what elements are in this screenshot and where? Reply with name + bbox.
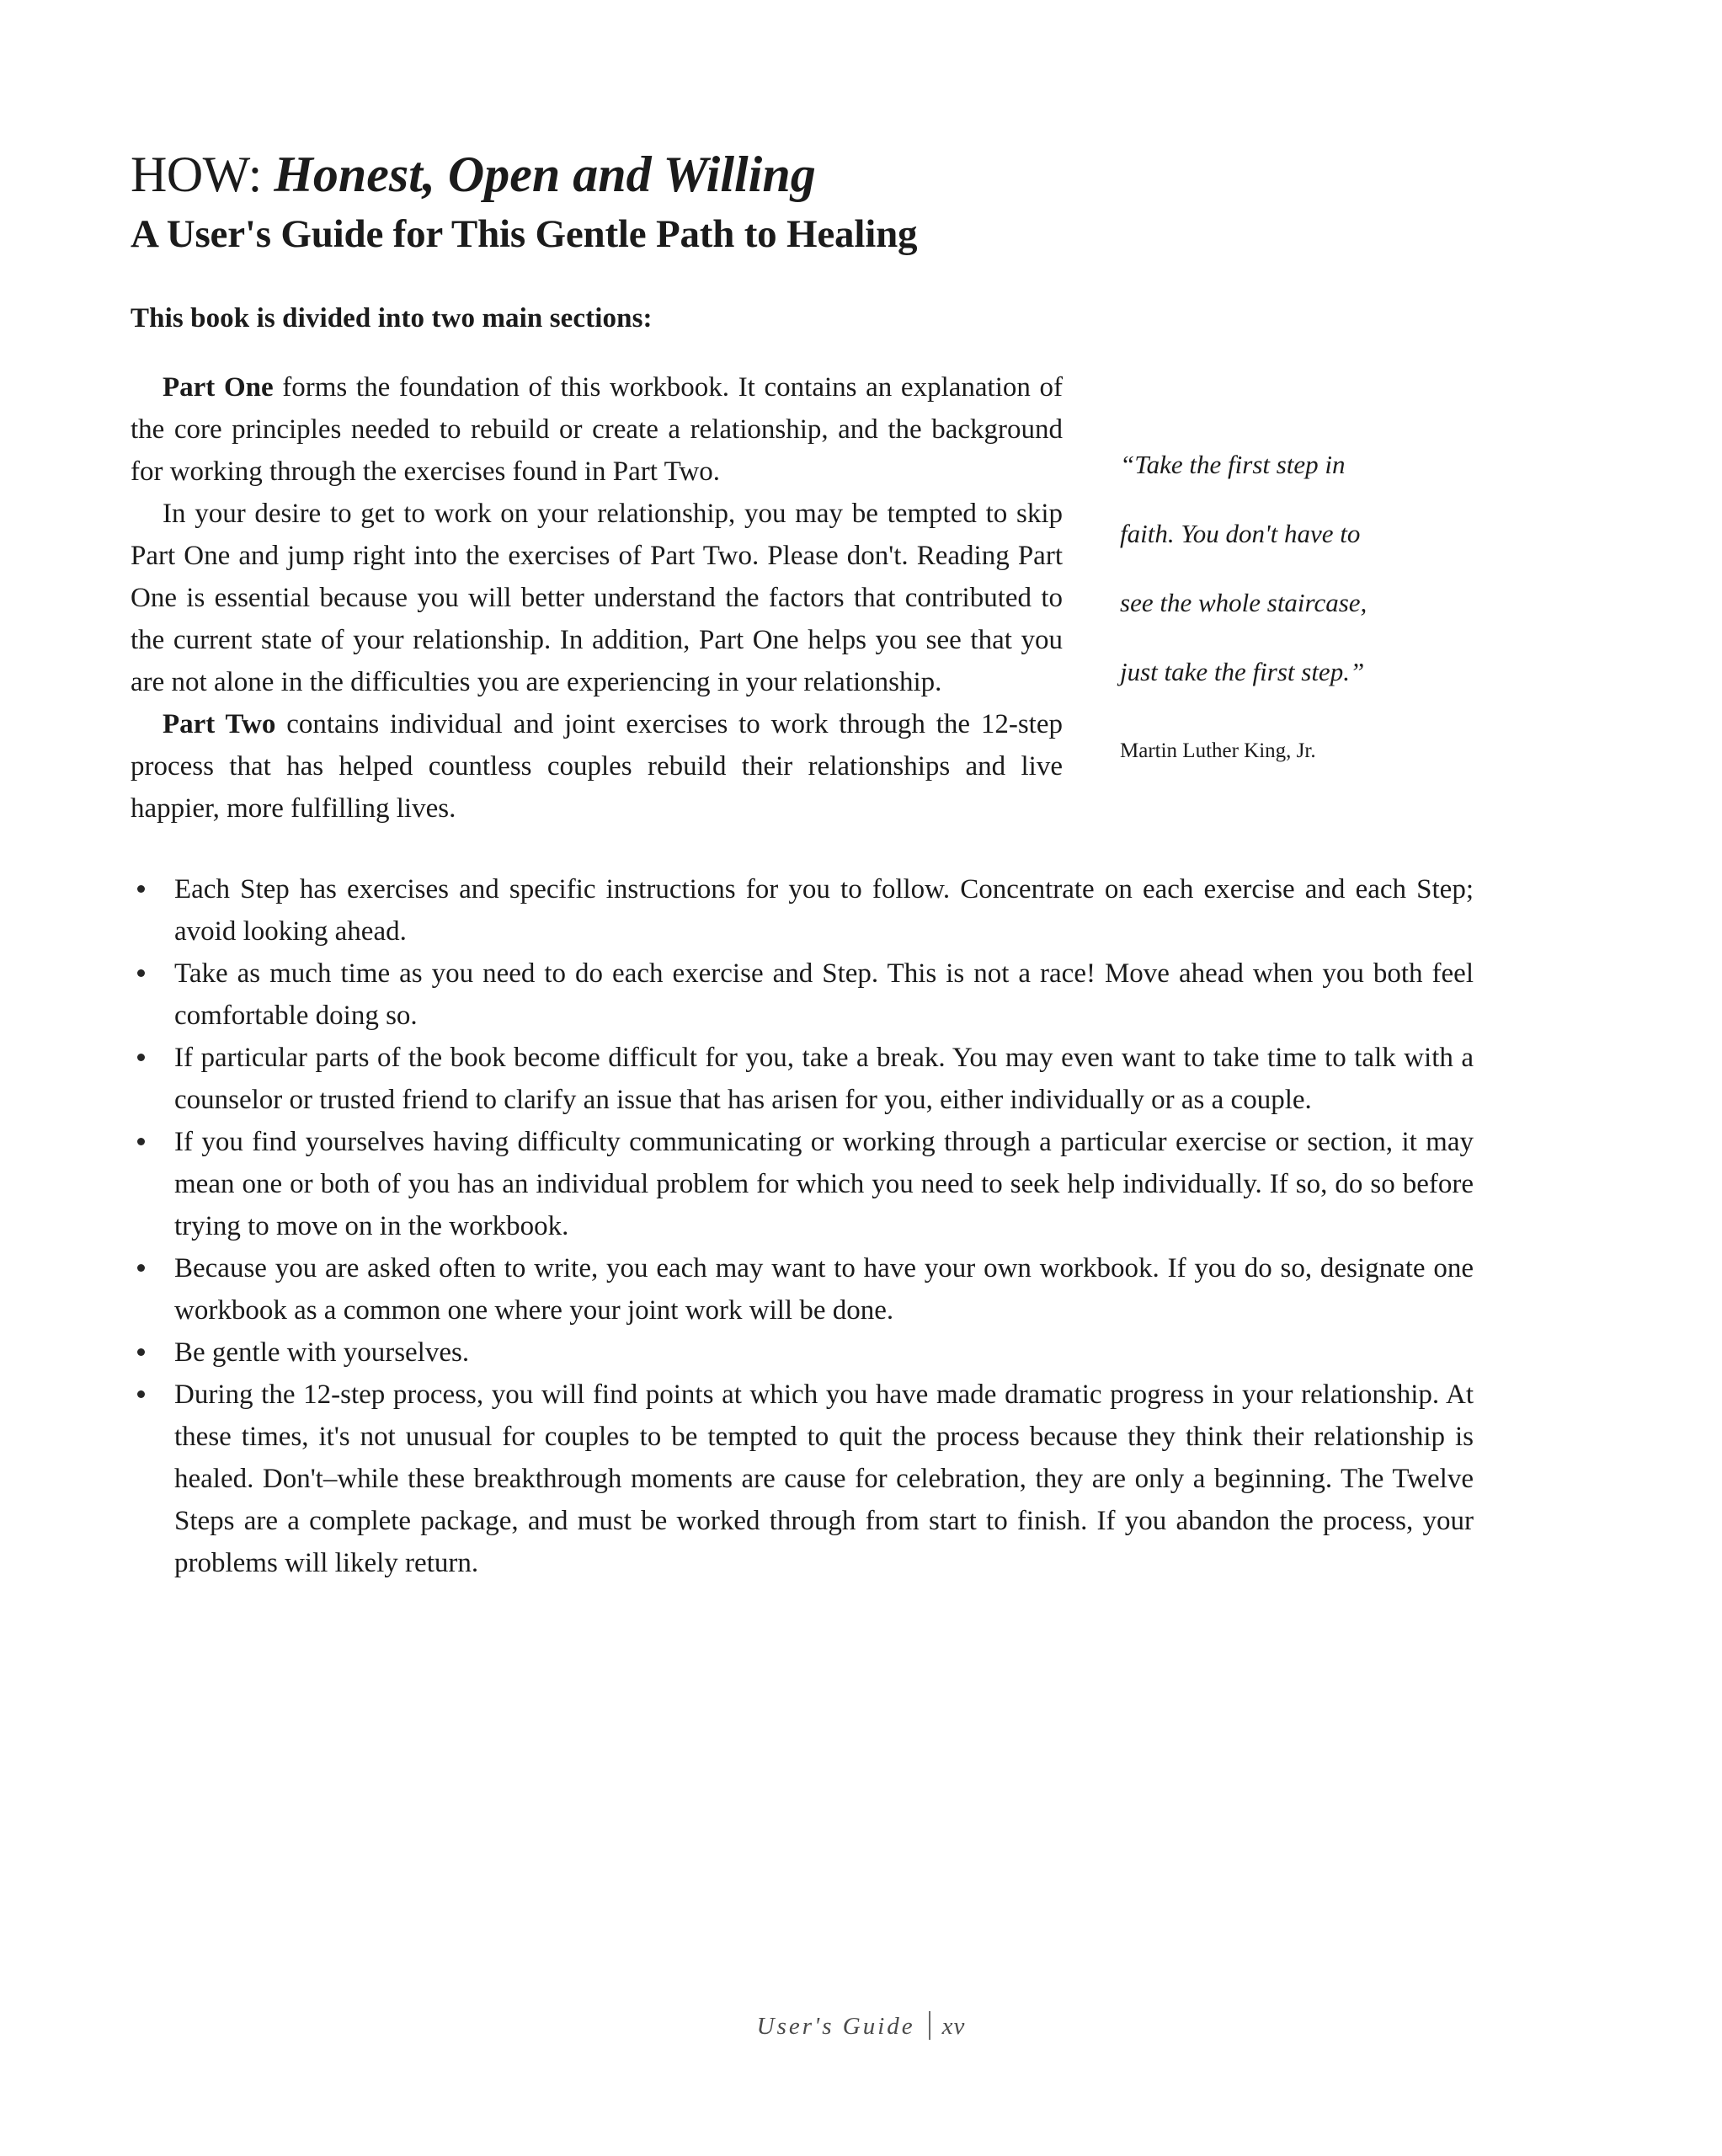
title-prefix: HOW: [131,147,262,202]
list-item-text: Take as much time as you need to do each exercise and Step. This is not a race! Move ahead when you both feel comfortable doing so. [174,958,1474,1032]
list-item [131,1037,1474,1121]
pull-quote-line: see the whole staircase, [1120,588,1367,618]
paragraph-text: In your desire to get to work on your relationship, you may be tempted to skip Part One and jump right into the exercises of Part Two. Please don't. Reading Part One is essential because you will better understand the factors that contributed to the current state of your relationship. In addition, Part One helps you see that you are not alone in the difficulties you are experiencing in your relationship. [131,499,1063,698]
list-item-text: Be gentle with yourselves. [174,1337,470,1369]
pull-quote [1120,366,1474,774]
bullet-icon [137,885,145,893]
bullet-icon [137,969,145,977]
page-content [131,147,1474,1584]
pull-quote-line: faith. You don't have to [1120,519,1361,549]
footer-divider [929,2011,930,2040]
bullet-icon [137,1390,145,1398]
bullet-icon [137,1264,145,1272]
bullet-icon [137,1054,145,1061]
page-footer [0,2011,1722,2041]
title-emphasis: Honest, Open and Willing [274,147,816,202]
paragraph-text: contains individual and joint exercises to work through the 12-step process that has helped countless couples rebuild their relationships and live happier, more fulfilling lives. [131,709,1063,825]
instruction-list [131,868,1474,1584]
list-item [131,1374,1474,1584]
paragraph-runin: Part Two [163,709,276,740]
lead-heading: This book is divided into two main sections: [131,303,653,334]
list-item-text: During the 12-step process, you will find points at which you have made dramatic progress in your relationship. At these times, it's not unusual for couples to be tempted to quit the process because they think their relationship is healed. Don't–while these breakthrough moments are cause for celebration, they are only a beginning. The Twelve Steps are a complete package, and must be worked through from start to finish. If you abandon the process, your problems will likely return. [174,1380,1474,1579]
list-item [131,1121,1474,1247]
footer-book-label: User's Guide [756,2013,915,2040]
pull-quote-line: just take the first step.” [1120,657,1365,687]
list-item [131,1247,1474,1331]
list-item-text: If particular parts of the book become difficult for you, take a break. You may even want to take time to talk with a counselor or trusted friend to clarify an issue that has arisen for you, either individually or as a couple. [174,1043,1474,1116]
paragraph-runin: Part One [163,372,274,403]
list-item [131,1331,1474,1374]
page-title [131,147,1474,202]
body-text [131,366,1474,1584]
list-item [131,868,1474,953]
list-item-text: Because you are asked often to write, you each may want to have your own workbook. If you do so, designate one workbook as a common one where your joint work will be done. [174,1253,1474,1326]
list-item-text: If you find yourselves having difficulty communicating or working through a particular exercise or section, it may mean one or both of you has an individual problem for which you need to seek help individually. If so, do so before trying to move on in the workbook. [174,1127,1474,1242]
bullet-icon [137,1138,145,1145]
page-subtitle: A User's Guide for This Gentle Path to Healing [131,211,918,256]
list-item [131,953,1474,1037]
page-number: xv [941,2013,966,2040]
bullet-icon [137,1348,145,1356]
pull-quote-attribution: Martin Luther King, Jr. [1120,739,1316,763]
paragraph-text: forms the foundation of this workbook. It contains an explanation of the core principles needed to rebuild or create a relationship, and the background for working through the exercises found in Part Two. [131,372,1064,488]
pull-quote-line: “Take the first step in [1120,450,1346,480]
list-item-text: Each Step has exercises and specific instructions for you to follow. Concentrate on each exercise and each Step; avoid looking ahead. [174,874,1474,947]
